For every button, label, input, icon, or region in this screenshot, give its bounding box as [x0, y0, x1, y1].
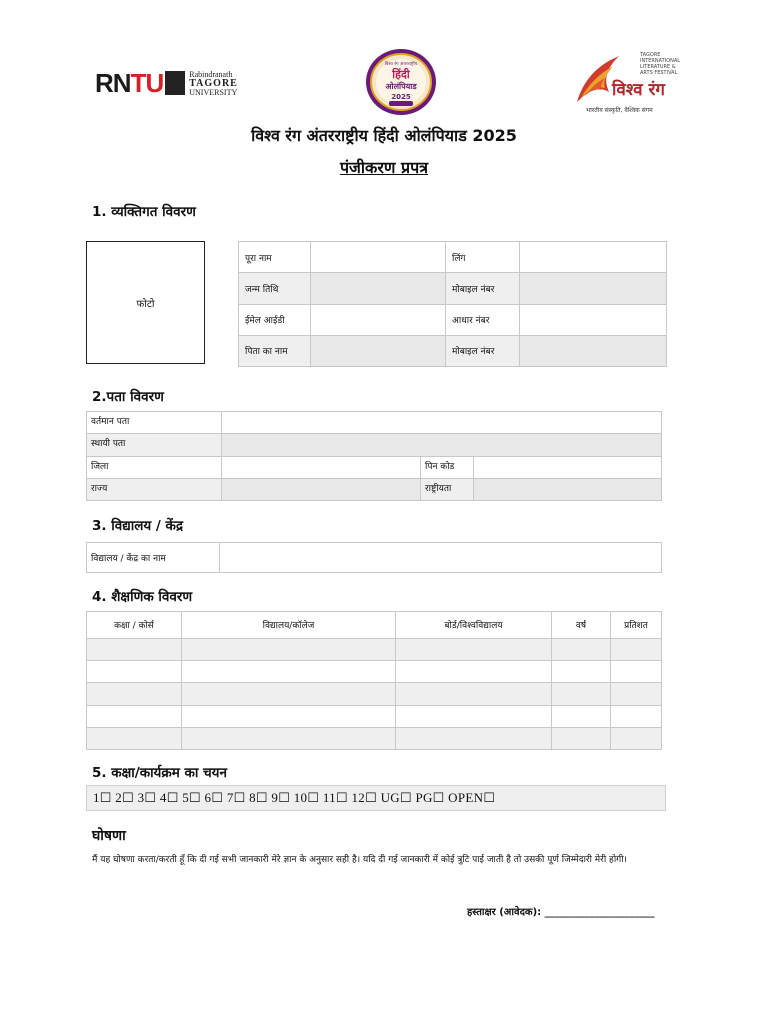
gender-label: लिंग [446, 242, 520, 273]
full-name-label: पूरा नाम [239, 242, 311, 273]
father-mobile-field[interactable] [520, 335, 667, 366]
form-title: विश्व रंग अंतरराष्ट्रीय हिंदी ओलंपियाड 2025 [251, 126, 517, 145]
table-row [87, 661, 662, 683]
father-name-label: पिता का नाम [239, 335, 311, 366]
dob-field[interactable] [311, 273, 446, 304]
school-table [86, 542, 662, 573]
photo-label: फोटो [136, 298, 155, 310]
section-class-selection-heading: 5. कक्षा/कार्यक्रम का चयन [92, 765, 227, 781]
col-board: बोर्ड/विश्वविद्यालय [396, 612, 552, 639]
state-label: राज्य [87, 478, 222, 500]
pincode-field[interactable] [474, 456, 662, 478]
full-name-field[interactable] [311, 242, 446, 273]
section-education-heading: 4. शैक्षणिक विवरण [92, 589, 193, 605]
mobile-field[interactable] [520, 273, 667, 304]
nationality-label: राष्ट्रीयता [421, 478, 474, 500]
col-percent: प्रतिशत [611, 612, 662, 639]
rntu-logo-text: RNTU [95, 67, 164, 98]
signature-line[interactable]: हस्ताक्षर (आवेदक): ______________________ [467, 907, 655, 918]
current-address-field[interactable] [222, 412, 662, 434]
gender-field[interactable] [520, 242, 667, 273]
olympiad-logo [365, 48, 437, 116]
tagore-portrait-icon [165, 71, 185, 95]
school-name-field[interactable] [220, 543, 662, 573]
district-label: जिला [87, 456, 222, 478]
address-table [86, 411, 662, 501]
vishwa-rang-tagline: भारतीय संस्कृति, वैश्विक संगम [586, 107, 653, 114]
svg-text:ओलंपियाड: ओलंपियाड [385, 82, 417, 91]
table-row [87, 639, 662, 661]
aadhar-field[interactable] [520, 304, 667, 335]
father-mobile-label: मोबाइल नंबर [446, 335, 520, 366]
form-subtitle: पंजीकरण प्रपत्र [339, 158, 429, 177]
vishwa-rang-name: विश्व रंग [612, 80, 665, 100]
col-class: कक्षा / कोर्स [87, 612, 182, 639]
aadhar-label: आधार नंबर [446, 304, 520, 335]
permanent-address-label: स्थायी पता [87, 434, 222, 456]
svg-text:हिंदी: हिंदी [392, 68, 410, 81]
rntu-logo [95, 66, 275, 100]
section-personal-heading: 1. व्यक्तिगत विवरण [92, 204, 196, 220]
svg-text:2025: 2025 [391, 93, 411, 101]
section-address-heading: 2.पता विवरण [92, 389, 164, 405]
personal-details-table [238, 241, 667, 367]
email-label: ईमेल आईडी [239, 304, 311, 335]
state-field[interactable] [222, 478, 421, 500]
table-row [87, 705, 662, 727]
table-row [87, 683, 662, 705]
col-year: वर्ष [552, 612, 611, 639]
email-field[interactable] [311, 304, 446, 335]
nationality-field[interactable] [474, 478, 662, 500]
tagore-university-text: Rabindranath TAGORE UNIVERSITY [189, 69, 238, 97]
vishwa-festival-text: TAGORE INTERNATIONAL LITERATURE & ARTS FESTIVAL [640, 52, 681, 76]
current-address-label: वर्तमान पता [87, 412, 222, 434]
svg-text:विश्व रंग अंतरराष्ट्रीय: विश्व रंग अंतरराष्ट्रीय [384, 62, 418, 67]
declaration-heading: घोषणा [92, 828, 126, 844]
pincode-label: पिन कोड [421, 456, 474, 478]
dob-label: जन्म तिथि [239, 273, 311, 304]
school-name-label: विद्यालय / केंद्र का नाम [87, 543, 220, 573]
mobile-label: मोबाइल नंबर [446, 273, 520, 304]
father-name-field[interactable] [311, 335, 446, 366]
table-row [87, 727, 662, 749]
permanent-address-field[interactable] [222, 434, 662, 456]
section-school-heading: 3. विद्यालय / केंद्र [92, 518, 184, 534]
declaration-text: मैं यह घोषणा करता/करती हूँ कि दी गई सभी जानकारी मेरे ज्ञान के अनुसार सही है। यदि दी गई जानकारी में कोई त्रुटि पाई जाती है तो उसकी पूर्ण जिम्मेदारी मेरी होगी। [92, 855, 627, 865]
class-selection-checkboxes[interactable]: 1☐ 2☐ 3☐ 4☐ 5☐ 6☐ 7☐ 8☐ 9☐ 10☐ 11☐ 12☐ UG☐ PG☐ OPEN☐ [86, 785, 666, 811]
education-table [86, 611, 662, 750]
photo-box[interactable] [86, 241, 205, 364]
district-field[interactable] [222, 456, 421, 478]
col-school: विद्यालय/कॉलेज [182, 612, 396, 639]
